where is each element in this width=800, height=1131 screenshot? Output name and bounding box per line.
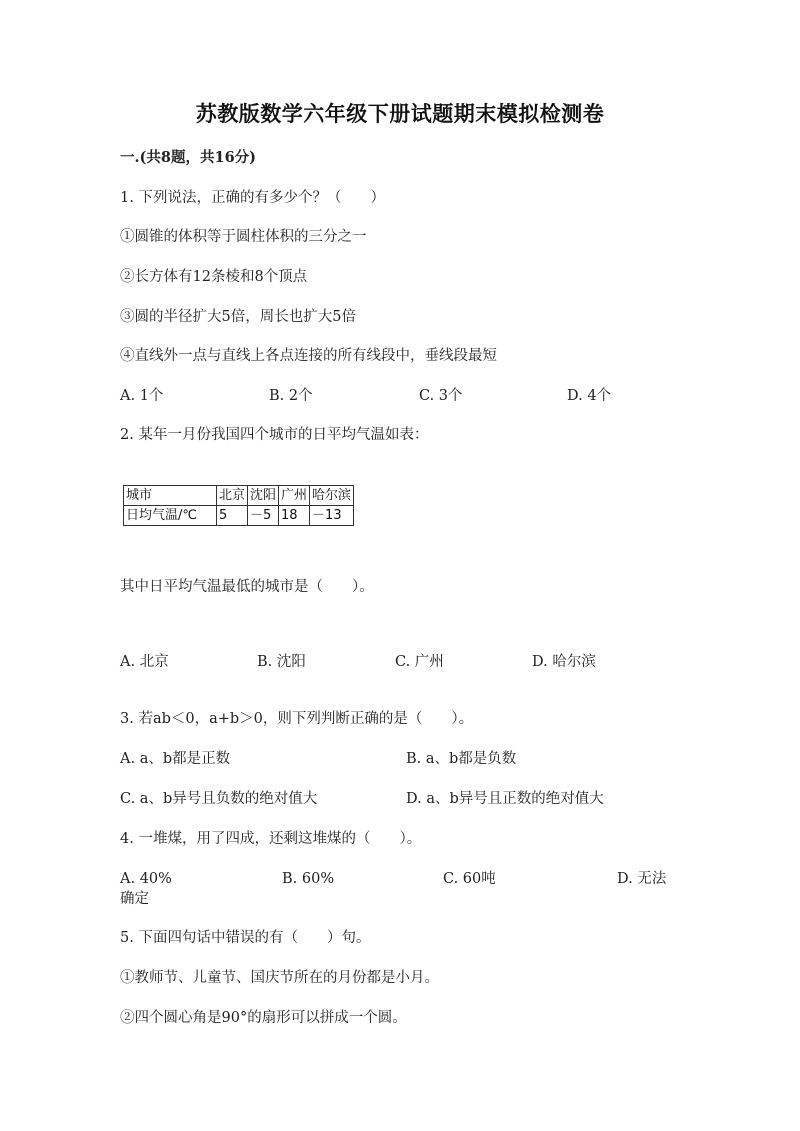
table-cell: －5: [248, 506, 279, 526]
question-4-option-d: D. 无法: [617, 871, 667, 887]
table-cell: 哈尔滨: [310, 486, 354, 506]
question-2-option-c: C. 广州: [395, 654, 444, 670]
question-2-option-b: B. 沈阳: [257, 654, 306, 670]
question-1-statement: ④直线外一点与直线上各点连接的所有线段中，垂线段最短: [120, 348, 497, 364]
question-1-statement: ②长方体有12条棱和8个顶点: [120, 269, 308, 285]
table-row: [124, 506, 354, 526]
question-4-option-c: C. 60吨: [443, 871, 496, 887]
question-3-option-c: C. a、b异号且负数的绝对值大: [120, 791, 318, 807]
table-cell: 18: [279, 506, 310, 526]
question-3-option-b: B. a、b都是负数: [406, 751, 517, 767]
question-4-option-b: B. 60%: [282, 871, 335, 887]
question-1-stem: 1. 下列说法，正确的有多少个？（ ）: [120, 190, 385, 206]
question-3-option-d: D. a、b异号且正数的绝对值大: [406, 791, 604, 807]
page-title: 苏教版数学六年级下册试题期末模拟检测卷: [195, 101, 605, 126]
table-cell: 5: [217, 506, 248, 526]
question-2-option-a: A. 北京: [120, 654, 169, 670]
question-4-stem: 4. 一堆煤，用了四成，还剩这堆煤的（ ）。: [120, 831, 422, 847]
question-1-option-c: C. 3个: [419, 388, 463, 404]
table-cell: 沈阳: [248, 486, 279, 506]
question-1-option-b: B. 2个: [269, 388, 313, 404]
temperature-table: [123, 485, 354, 526]
table-cell: 城市: [124, 486, 217, 506]
table-header-row: [124, 486, 354, 506]
question-2-prompt: 其中日平均气温最低的城市是（ ）。: [120, 579, 374, 595]
question-5-statement: ②四个圆心角是90°的扇形可以拼成一个圆。: [120, 1010, 407, 1026]
question-2-option-d: D. 哈尔滨: [532, 654, 596, 670]
table-cell: 日均气温/℃: [124, 506, 217, 526]
table-cell: 广州: [279, 486, 310, 506]
question-4-option-d-wrap: 确定: [120, 891, 149, 907]
question-1-option-a: A. 1个: [120, 388, 164, 404]
question-5-statement: ①教师节、儿童节、国庆节所在的月份都是小月。: [120, 970, 439, 986]
question-1-statement: ①圆锥的体积等于圆柱体积的三分之一: [120, 229, 367, 245]
question-3-stem: 3. 若ab＜0，a+b＞0，则下列判断正确的是（ ）。: [120, 711, 474, 727]
question-2-stem: 2. 某年一月份我国四个城市的日平均气温如表：: [120, 427, 429, 443]
question-4-option-a: A. 40%: [120, 871, 172, 887]
question-1-statement: ③圆的半径扩大5倍，周长也扩大5倍: [120, 309, 356, 325]
question-5-stem: 5. 下面四句话中错误的有（ ）句。: [120, 930, 371, 946]
question-3-option-a: A. a、b都是正数: [120, 751, 231, 767]
section-heading: 一.(共8题，共16分): [120, 149, 257, 166]
table-cell: 北京: [217, 486, 248, 506]
table-cell: －13: [310, 506, 354, 526]
question-1-option-d: D. 4个: [567, 388, 612, 404]
